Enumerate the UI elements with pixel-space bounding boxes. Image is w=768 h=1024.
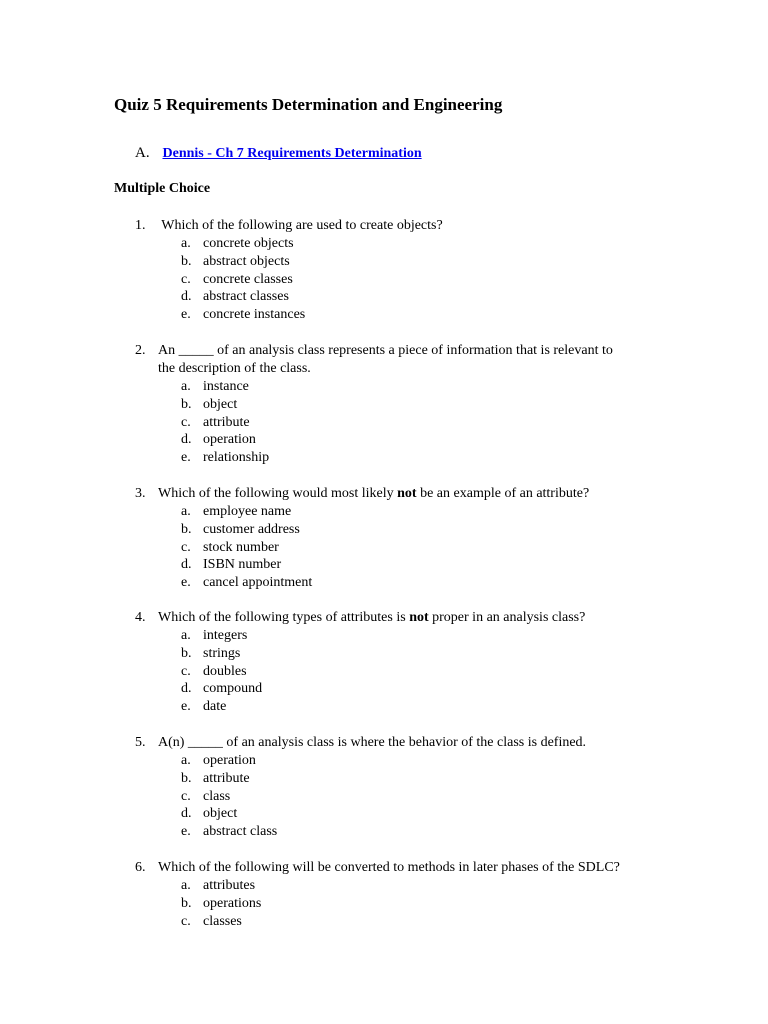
emphasis-not: not xyxy=(409,610,429,625)
option xyxy=(0,805,768,823)
question-number: 4. xyxy=(135,610,146,625)
option xyxy=(0,503,768,521)
option-letter: d. xyxy=(181,806,192,822)
question-3 xyxy=(0,485,768,592)
question-number: 1. xyxy=(135,218,146,233)
option-letter: c. xyxy=(181,663,191,679)
option xyxy=(0,556,768,574)
option-text: abstract class xyxy=(203,824,278,840)
option-text: date xyxy=(203,699,227,715)
option-text: compound xyxy=(203,681,263,697)
option xyxy=(0,788,768,806)
option-text: concrete instances xyxy=(203,307,306,323)
option-letter: d. xyxy=(181,681,192,697)
option-text: attribute xyxy=(203,770,250,786)
option-text: classes xyxy=(203,913,242,929)
option xyxy=(0,539,768,557)
option xyxy=(0,823,768,841)
option-letter: e. xyxy=(181,575,191,591)
option-letter: d. xyxy=(181,289,192,305)
option-text: customer address xyxy=(203,521,300,537)
option-letter: c. xyxy=(181,788,191,804)
option-text: object xyxy=(203,396,238,412)
option-text: class xyxy=(203,788,231,804)
option-text: employee name xyxy=(203,504,292,519)
option-letter: e. xyxy=(181,450,191,466)
question-1 xyxy=(0,217,768,324)
option-letter: e. xyxy=(181,824,191,840)
option-letter: b. xyxy=(181,895,192,911)
question-text: Which of the following would most likely not be an example of an attribute? xyxy=(158,486,590,501)
option xyxy=(0,288,768,306)
option-text: doubles xyxy=(203,663,247,679)
option-text: operations xyxy=(203,895,262,911)
option-text: cancel appointment xyxy=(203,575,313,591)
option xyxy=(0,396,768,414)
question-6 xyxy=(0,859,768,930)
option xyxy=(0,378,768,396)
option-letter: a. xyxy=(181,753,191,768)
question-text: Which of the following will be converted to methods in later phases of the SDLC? xyxy=(158,860,620,875)
option xyxy=(0,253,768,271)
option xyxy=(0,877,768,895)
option-text: relationship xyxy=(203,450,270,466)
option xyxy=(0,680,768,698)
option xyxy=(0,627,768,645)
option-text: abstract classes xyxy=(203,289,289,305)
option-text: strings xyxy=(203,645,241,661)
option-letter: a. xyxy=(181,379,191,394)
option-letter: c. xyxy=(181,539,191,555)
question-2 xyxy=(0,342,768,467)
option-letter: c. xyxy=(181,271,191,287)
emphasis-not: not xyxy=(397,486,417,501)
option-text: stock number xyxy=(203,539,279,555)
section-letter: A. xyxy=(135,145,150,161)
question-text: Which of the following are used to create objects? xyxy=(158,218,443,233)
option-text: concrete classes xyxy=(203,271,293,287)
option xyxy=(0,449,768,467)
question-number: 5. xyxy=(135,735,146,750)
question-number: 3. xyxy=(135,486,146,501)
option xyxy=(0,895,768,913)
question-text: A(n) _____ of an analysis class is where the behavior of the class is defined. xyxy=(158,735,587,750)
option-text: concrete objects xyxy=(203,236,294,251)
option-letter: e. xyxy=(181,307,191,323)
option xyxy=(0,431,768,449)
option-letter: c. xyxy=(181,414,191,430)
option xyxy=(0,913,768,931)
option-text: instance xyxy=(203,379,249,394)
option-text: abstract objects xyxy=(203,253,290,269)
section-heading xyxy=(135,145,422,162)
option-letter: a. xyxy=(181,504,191,519)
option xyxy=(0,663,768,681)
option-text: ISBN number xyxy=(203,557,282,573)
page-title: Quiz 5 Requirements Determination and Engineering xyxy=(114,95,503,114)
subheading: Multiple Choice xyxy=(114,181,211,196)
question-text: An _____ of an analysis class represents a piece of information that is relevant to xyxy=(158,343,613,358)
option-letter: e. xyxy=(181,699,191,715)
option-letter: b. xyxy=(181,396,192,412)
option-letter: b. xyxy=(181,253,192,269)
option xyxy=(0,698,768,716)
option xyxy=(0,271,768,289)
chapter-link[interactable]: Dennis - Ch 7 Requirements Determination xyxy=(162,146,422,161)
question-number: 6. xyxy=(135,860,146,875)
option-letter: a. xyxy=(181,878,191,893)
option xyxy=(0,521,768,539)
option-letter: a. xyxy=(181,628,191,643)
option-text: object xyxy=(203,806,238,822)
question-4 xyxy=(0,609,768,716)
option xyxy=(0,306,768,324)
option xyxy=(0,574,768,592)
option-letter: b. xyxy=(181,645,192,661)
option-text: operation xyxy=(203,753,256,768)
option-text: integers xyxy=(203,628,248,643)
option xyxy=(0,752,768,770)
option-letter: a. xyxy=(181,236,191,251)
option xyxy=(0,235,768,253)
option-letter: d. xyxy=(181,432,192,448)
option xyxy=(0,645,768,663)
question-5 xyxy=(0,734,768,841)
option-text: attributes xyxy=(203,878,256,893)
question-number: 2. xyxy=(135,343,146,358)
option xyxy=(0,770,768,788)
option-letter: c. xyxy=(181,913,191,929)
option-letter: d. xyxy=(181,557,192,573)
option xyxy=(0,414,768,432)
option-letter: b. xyxy=(181,770,192,786)
question-text: Which of the following types of attributes is not proper in an analysis class? xyxy=(158,610,586,625)
question-text-continued: the description of the class. xyxy=(158,361,311,376)
option-letter: b. xyxy=(181,521,192,537)
option-text: operation xyxy=(203,432,256,448)
option-text: attribute xyxy=(203,414,250,430)
